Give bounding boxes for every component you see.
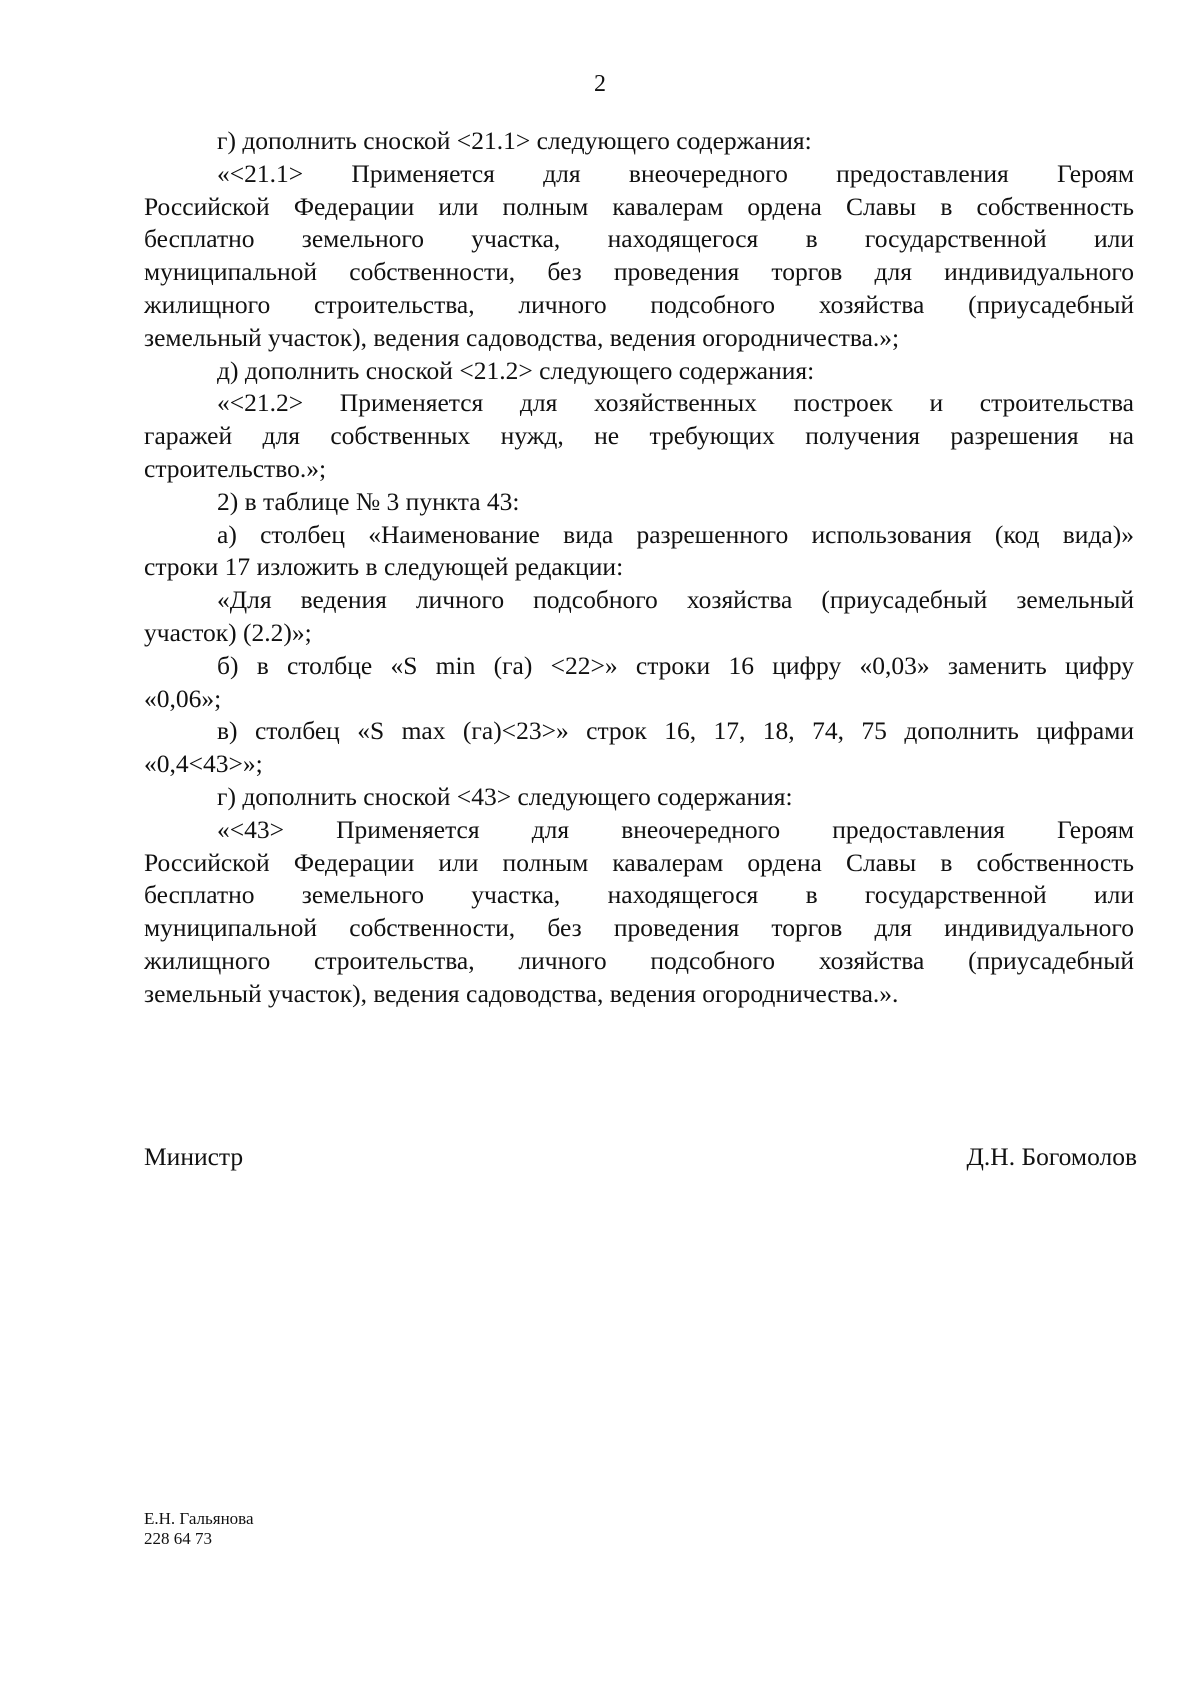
paragraph [144, 355, 1134, 388]
text-line: д) дополнить сноской <21.2> следующего содержания: [217, 355, 815, 385]
page-number: 2 [594, 71, 606, 97]
text-line: бесплатно земельного участка, находящегося в государственной или [144, 880, 1134, 910]
text-line: 2) в таблице № 3 пункта 43: [217, 486, 520, 516]
contact-phone: 228 64 73 [144, 1529, 212, 1548]
contact-name: Е.Н. Гальянова [144, 1509, 254, 1528]
text-line: земельный участок), ведения садоводства, ведения огородничества.»; [144, 322, 900, 352]
paragraph [144, 650, 1134, 716]
text-line: гаражей для собственных нужд, не требующих получения разрешения на [144, 421, 1134, 451]
text-line: г) дополнить сноской <43> следующего содержания: [217, 781, 793, 811]
paragraph [144, 158, 1134, 355]
paragraph [144, 486, 1134, 519]
signer-name: Д.Н. Богомолов [966, 1142, 1137, 1171]
text-line: «<43> Применяется для внеочередного предоставления Героям [217, 814, 1134, 844]
text-line: а) столбец «Наименование вида разрешенного использования (код вида)» [217, 519, 1134, 549]
paragraph [144, 814, 1134, 1011]
text-line: «0,06»; [144, 683, 222, 713]
paragraph [144, 387, 1134, 485]
text-line: строки 17 изложить в следующей редакции: [144, 552, 624, 582]
signer-position: Министр [144, 1142, 244, 1171]
text-line: земельный участок), ведения садоводства, ведения огородничества.». [144, 978, 899, 1008]
text-line: «0,4<43>»; [144, 749, 263, 779]
text-line: строительство.»; [144, 453, 327, 483]
text-line: муниципальной собственности, без проведения торгов для индивидуального [144, 257, 1134, 287]
text-line: г) дополнить сноской <21.1> следующего содержания: [217, 126, 812, 155]
text-line: «<21.1> Применяется для внеочередного предоставления Героям [217, 158, 1134, 188]
text-line: Российской Федерации или полным кавалерам ордена Славы в собственность [144, 847, 1134, 877]
text-line: бесплатно земельного участка, находящегося в государственной или [144, 224, 1134, 254]
paragraph [144, 715, 1134, 781]
paragraph [144, 781, 1134, 814]
paragraph [144, 519, 1134, 585]
text-line: Российской Федерации или полным кавалерам ордена Славы в собственность [144, 191, 1134, 221]
text-line: участок) (2.2)»; [144, 617, 312, 647]
text-line: «Для ведения личного подсобного хозяйства (приусадебный земельный [217, 585, 1134, 615]
text-line: в) столбец «S max (га)<23>» строк 16, 17, 18, 74, 75 дополнить цифрами [217, 716, 1134, 746]
contact-block [144, 1509, 254, 1549]
document-body [144, 125, 1134, 1011]
paragraph [144, 584, 1134, 650]
paragraph [144, 125, 1134, 158]
text-line: жилищного строительства, личного подсобного хозяйства (приусадебный [144, 289, 1134, 319]
text-line: б) в столбце «S min (га) <22>» строки 16 цифру «0,03» заменить цифру [217, 650, 1134, 680]
text-line: муниципальной собственности, без проведения торгов для индивидуального [144, 913, 1134, 943]
text-line: «<21.2> Применяется для хозяйственных построек и строительства [217, 388, 1134, 418]
text-line: жилищного строительства, личного подсобного хозяйства (приусадебный [144, 945, 1134, 975]
signature-block [144, 1141, 1137, 1173]
